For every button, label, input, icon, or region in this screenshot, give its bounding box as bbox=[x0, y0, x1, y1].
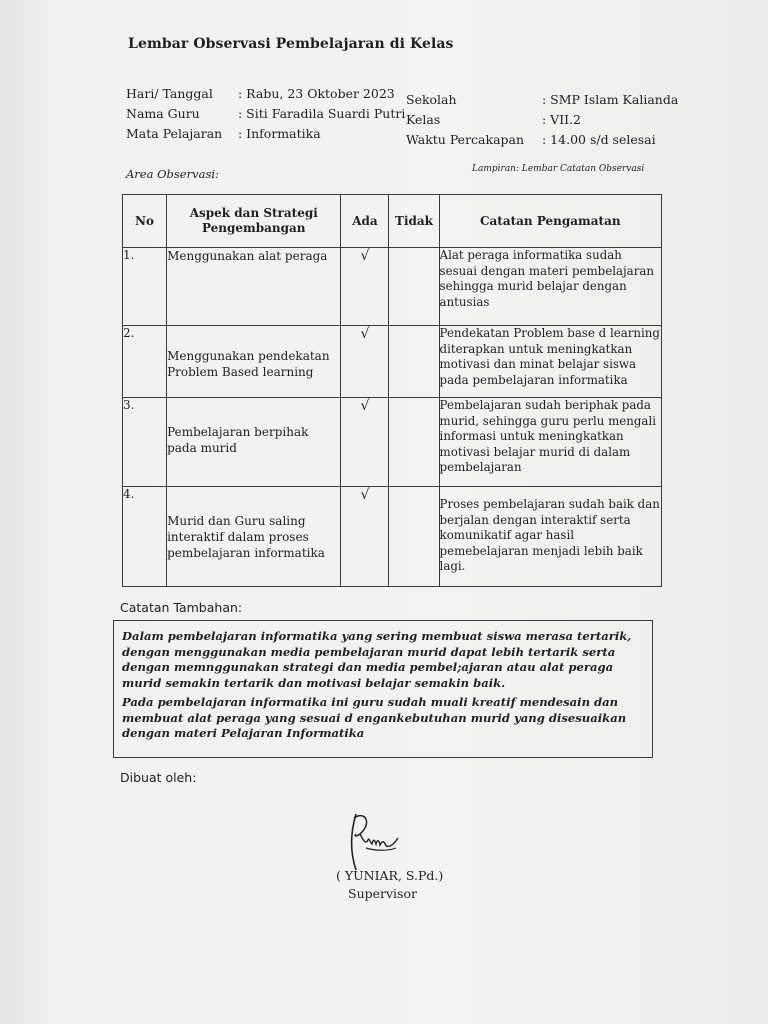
catatan-line: Proses pembelajaran sudah baik dan bbox=[439, 497, 660, 511]
row-catatan bbox=[439, 398, 661, 487]
checkmark-icon: √ bbox=[341, 398, 389, 487]
row-catatan bbox=[439, 487, 661, 587]
header-ada: Ada bbox=[341, 195, 389, 248]
catatan-line: sehingga murid belajar dengan bbox=[439, 279, 627, 293]
catatan-line: motivasi dan minat belajar siswa bbox=[439, 357, 637, 371]
catatan-line: Pendekatan Problem base d learning bbox=[439, 326, 660, 340]
info-row-teacher bbox=[126, 104, 405, 124]
aspek-line: pada murid bbox=[167, 441, 237, 455]
row-number: 4. bbox=[123, 487, 167, 587]
catatan-line: pada pembelajaran informatika bbox=[439, 372, 628, 387]
info-row-date bbox=[126, 84, 405, 104]
catatan-line: antusias bbox=[439, 294, 490, 309]
header-aspek-line: Pengembangan bbox=[201, 221, 306, 235]
catatan-line: diterapkan untuk meningkatkan bbox=[439, 341, 633, 356]
checkmark-icon: √ bbox=[341, 487, 389, 587]
header-catatan: Catatan Pengamatan bbox=[439, 195, 661, 248]
info-value: : SMP Islam Kalianda bbox=[542, 92, 679, 107]
header-no: No bbox=[123, 195, 167, 248]
observation-table bbox=[122, 194, 662, 587]
additional-notes-box bbox=[113, 620, 653, 758]
signatory-role: Supervisor bbox=[348, 886, 417, 901]
catatan-line: berjalan dengan interaktif serta bbox=[439, 512, 631, 527]
info-left-block bbox=[126, 84, 405, 144]
aspek-line: Problem Based learning bbox=[167, 365, 314, 379]
row-tidak bbox=[389, 398, 439, 487]
row-number: 2. bbox=[123, 326, 167, 398]
aspek-line: Murid dan Guru saling bbox=[167, 514, 306, 528]
aspek-line: Pembelajaran berpihak bbox=[167, 425, 309, 439]
info-label: Mata Pelajaran bbox=[126, 126, 223, 141]
info-value: : Informatika bbox=[238, 126, 321, 141]
info-label: Sekolah bbox=[406, 92, 457, 107]
header-aspek-line: Aspek dan Strategi bbox=[189, 206, 318, 220]
info-row-subject bbox=[126, 124, 405, 144]
created-by-label: Dibuat oleh: bbox=[120, 770, 197, 785]
signature-image bbox=[336, 804, 406, 876]
table-header-row bbox=[123, 195, 662, 248]
table-row bbox=[123, 248, 662, 326]
info-value: : 14.00 s/d selesai bbox=[542, 132, 656, 147]
table-row bbox=[123, 487, 662, 587]
aspek-line: Menggunakan pendekatan bbox=[167, 349, 330, 363]
info-value: : VII.2 bbox=[542, 112, 582, 127]
catatan-line: Pembelajaran sudah beriphak pada bbox=[439, 398, 651, 412]
checkmark-icon: √ bbox=[341, 326, 389, 398]
row-number: 3. bbox=[123, 398, 167, 487]
info-row-school bbox=[406, 90, 678, 110]
catatan-line: Alat peraga informatika sudah bbox=[439, 248, 622, 262]
row-aspek bbox=[167, 398, 341, 487]
area-label: Area Observasi: bbox=[126, 167, 219, 181]
info-value: : Rabu, 23 Oktober 2023 bbox=[238, 86, 395, 101]
catatan-line: pembelajaran bbox=[439, 460, 522, 474]
info-label: Hari/ Tanggal bbox=[126, 86, 213, 101]
row-catatan bbox=[439, 248, 661, 326]
info-label: Nama Guru bbox=[126, 106, 200, 121]
info-row-class bbox=[406, 110, 678, 130]
row-number: 1. bbox=[123, 248, 167, 326]
attachment-note: Lampiran: Lembar Catatan Observasi bbox=[472, 164, 645, 174]
checkmark-icon: √ bbox=[341, 248, 389, 326]
aspek-line: pembelajaran informatika bbox=[167, 546, 325, 560]
info-value: : Siti Faradila Suardi Putri bbox=[238, 106, 406, 121]
info-label: Waktu Percakapan bbox=[406, 132, 525, 147]
info-row-time bbox=[406, 130, 678, 150]
info-label: Kelas bbox=[406, 112, 441, 127]
row-aspek bbox=[167, 326, 341, 398]
header-aspek bbox=[167, 195, 341, 248]
row-tidak bbox=[389, 487, 439, 587]
row-aspek bbox=[167, 248, 341, 326]
aspek-line: interaktif dalam proses bbox=[167, 530, 309, 544]
catatan-line: murid, sehingga guru perlu mengali bbox=[439, 413, 657, 428]
signatory-name: ( YUNIAR, S.Pd.) bbox=[336, 868, 444, 883]
catatan-line: motivasi belajar murid di dalam bbox=[439, 444, 631, 459]
row-catatan bbox=[439, 326, 661, 398]
row-aspek bbox=[167, 487, 341, 587]
additional-notes-label: Catatan Tambahan: bbox=[120, 600, 243, 615]
header-tidak: Tidak bbox=[389, 195, 439, 248]
aspek-line: Menggunakan alat peraga bbox=[167, 249, 328, 263]
catatan-line: komunikatif agar hasil bbox=[439, 528, 575, 542]
catatan-line: informasi untuk meningkatkan bbox=[439, 429, 624, 443]
notes-paragraph: Dalam pembelajaran informatika yang sering membuat siswa merasa tertarik, dengan menggunakan media pembelajaran murid dapat lebih tertarik serta dengan memnggunakan strategi dan media pembel;ajaran atau alat peraga murid semakin tertarik dan motivasi belajar semakin baik. bbox=[122, 629, 632, 690]
notes-paragraph: Pada pembelajaran informatika ini guru sudah muali kreatif mendesain dan membuat alat peraga yang sesuai d engankebutuhan murid yang disesuaikan dengan materi Pelajaran Informatika bbox=[122, 695, 627, 740]
catatan-line: pemebelajaran menjadi lebih baik bbox=[439, 543, 643, 558]
info-right-block bbox=[406, 90, 678, 150]
catatan-line: sesuai dengan materi pembelajaran bbox=[439, 263, 654, 278]
table-row bbox=[123, 326, 662, 398]
document-title: Lembar Observasi Pembelajaran di Kelas bbox=[128, 36, 454, 52]
catatan-line: lagi. bbox=[439, 559, 466, 573]
row-tidak bbox=[389, 326, 439, 398]
table-row bbox=[123, 398, 662, 487]
row-tidak bbox=[389, 248, 439, 326]
